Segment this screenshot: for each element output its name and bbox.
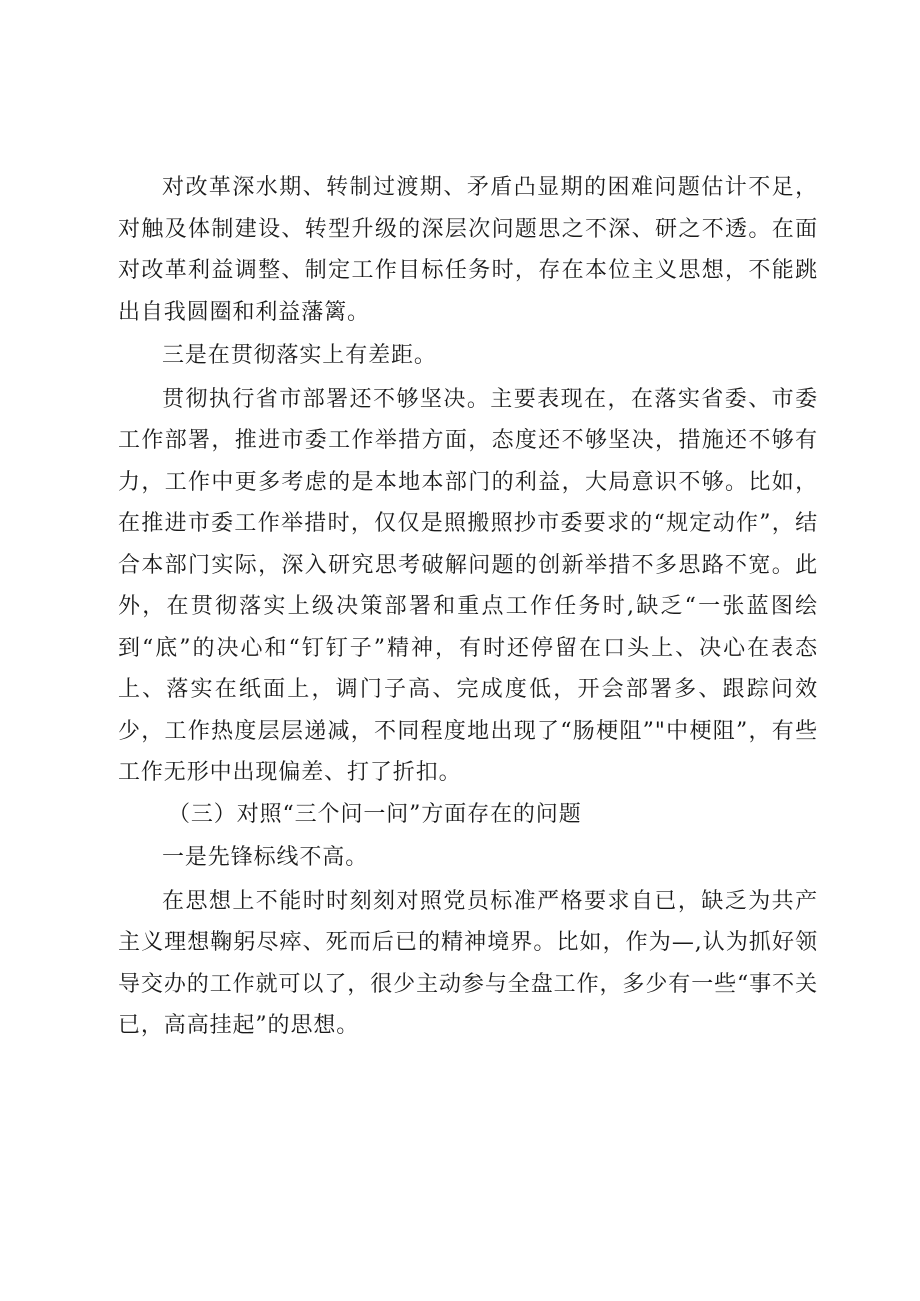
section-heading-three-questions: （三）对照“三个问一问”方面存在的问题	[168, 801, 582, 827]
document-body	[118, 167, 818, 1047]
paragraph-heading-implementation-gap: 三是在贯彻落实上有差距。	[162, 343, 437, 368]
paragraph-reform-issues: 对改革深水期、转制过渡期、矛盾凸显期的困难问题估计不足，对触及体制建设、转型升级的深层次问题思之不深、研之不透。在面对改革利益调整、制定工作目标任务时，存在本位主义思想，不能跳出自我圆圈和利益藩篱。	[118, 175, 818, 325]
paragraph-implementation-details: 贯彻执行省市部署还不够坚决。主要表现在，在落实省委、市委工作部署，推进市委工作举措方面，态度还不够坚决，措施还不够有力，工作中更多考虑的是本地本部门的利益，大局意识不够。比如，在推进市委工作举措时，仅仅是照搬照抄市委要求的“规定动作”，结合本部门实际，深入研究思考破解问题的创新举措不多思路不宽。此外，在贯彻落实上级决策部署和重点工作任务时,缺乏“一张蓝图绘到“底”的决心和“钉钉子”精神，有时还停留在口头上、决心在表态上、落实在纸面上，调门子高、完成度低，开会部署多、跟踪问效少，工作热度层层递减，不同程度地出现了“肠梗阻”"中梗阻”，有些工作无形中出现偏差、打了折扣。	[118, 386, 818, 785]
paragraph-vanguard-details: 在思想上不能时时刻刻对照党员标准严格要求自已，缺乏为共产主义理想鞠躬尽瘁、死而后已的精神境界。比如，作为—,认为抓好领导交办的工作就可以了，很少主动参与全盘工作，多少有一些“事不关已，高高挂起”的思想。	[118, 888, 818, 1038]
paragraph-heading-vanguard: 一是先锋标线不高。	[162, 845, 369, 870]
